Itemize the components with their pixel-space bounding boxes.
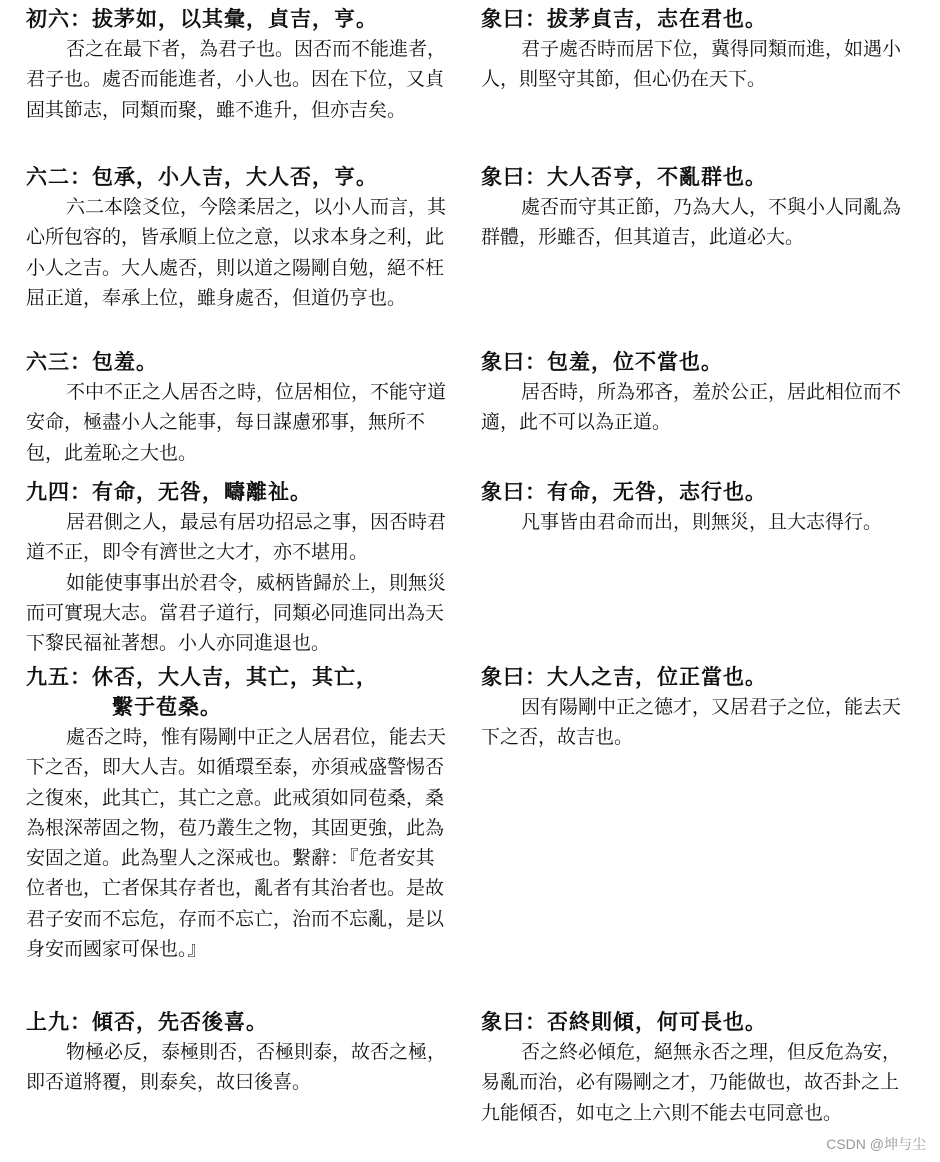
entry-jiu-wu [26,662,446,964]
commentary-paragraph: 物極必反，泰極則否，否極則泰，故否之極，即否道將覆，則泰矣，故曰後喜。 [26,1041,447,1094]
yao-heading: 六三：包羞。 [26,349,158,374]
xiang-entry-1 [481,4,901,95]
commentary-paragraph: 不中不正之人居否之時，位居相位，不能守道安命，極盡小人之能事，每日謀慮邪事，無所不包，此羞恥之大也。 [26,381,447,464]
xiang-commentary: 否之終必傾危，絕無永否之理，但反危為安，易亂而治，必有陽剛之才，乃能做也，故否卦之上九能傾否，如屯之上六則不能去屯同意也。 [481,1041,902,1124]
xiang-entry-6 [481,1007,901,1128]
xiang-heading: 象曰：大人之吉，位正當也。 [481,664,767,689]
commentary-paragraph: 居君側之人，最忌有居功招忌之事，因否時君道不正，即令有濟世之大才，亦不堪用。 [26,511,447,564]
entry-jiu-si [26,477,446,658]
csdn-watermark: CSDN @坤与尘 [826,1136,926,1152]
yao-heading: 上九：傾否，先否後喜。 [26,1009,268,1034]
yao-heading: 九五：休否，大人吉，其亡，其亡， [26,664,378,689]
xiang-heading: 象曰：否終則傾，何可長也。 [481,1009,767,1034]
xiang-heading: 象曰：包羞，位不當也。 [481,349,723,374]
xiang-entry-5 [481,662,901,753]
xiang-commentary: 因有陽剛中正之德才，又居君子之位，能去天下之否，故吉也。 [481,696,902,749]
xiang-commentary: 居否時，所為邪吝，羞於公正，居此相位而不適，此不可以為正道。 [481,381,902,434]
xiang-commentary: 處否而守其正節，乃為大人，不與小人同亂為群體，形雖否，但其道吉，此道必大。 [481,196,902,249]
yao-heading-continued: 繫于苞桑。 [112,694,222,719]
xiang-entry-2 [481,162,901,253]
xiang-entry-3 [481,347,901,438]
xiang-commentary: 君子處否時而居下位，冀得同類而進，如遇小人，則堅守其節，但心仍在天下。 [481,38,902,91]
xiang-commentary: 凡事皆由君命而出，則無災，且大志得行。 [521,511,883,533]
entry-liu-er [26,162,446,313]
commentary-paragraph: 否之在最下者，為君子也。因否而不能進者，君子也。處否而能進者，小人也。因在下位，又貞固其節志，同類而聚，雖不進升，但亦吉矣。 [26,38,447,121]
commentary-paragraph: 如能使事事出於君令，威柄皆歸於上，則無災而可實現大志。當君子道行，同類必同進同出為天下黎民福祉著想。小人亦同進退也。 [26,571,447,655]
xiang-heading: 象曰：大人否亨，不亂群也。 [481,164,767,189]
yao-heading: 九四：有命，无咎，疇離祉。 [26,479,312,504]
commentary-paragraph: 六二本陰爻位，今陰柔居之，以小人而言，其心所包容的，皆承順上位之意，以求本身之利，此小人之吉。大人處否，則以道之陽剛自勉，絕不枉屈正道，奉承上位，雖身處否，但道仍亨也。 [26,196,447,309]
xiang-heading: 象曰：有命，无咎，志行也。 [481,479,767,504]
commentary-paragraph: 處否之時，惟有陽剛中正之人居君位，能去天下之否，即大人吉。如循環至泰，亦須戒盛警惕否之復來，此其亡，其亡之意。此戒須如同苞桑，桑為根深蒂固之物，苞乃叢生之物，其固更強，此為安固之道。此為聖人之深戒也。繫辭：『危者安其位者也，亡者保其存者也，亂者有其治者也。是故君子安而不忘危，存而不忘亡，治而不忘亂，是以身安而國家可保也。』 [26,726,447,961]
yao-heading: 六二：包承，小人吉，大人否，亨。 [26,164,378,189]
xiang-heading: 象曰：拔茅貞吉，志在君也。 [481,6,767,31]
yao-heading: 初六：拔茅如，以其彙，貞吉，亨。 [26,6,378,31]
entry-shang-jiu [26,1007,446,1098]
entry-chu-liu [26,4,446,125]
entry-liu-san [26,347,446,468]
xiang-entry-4 [481,477,901,537]
